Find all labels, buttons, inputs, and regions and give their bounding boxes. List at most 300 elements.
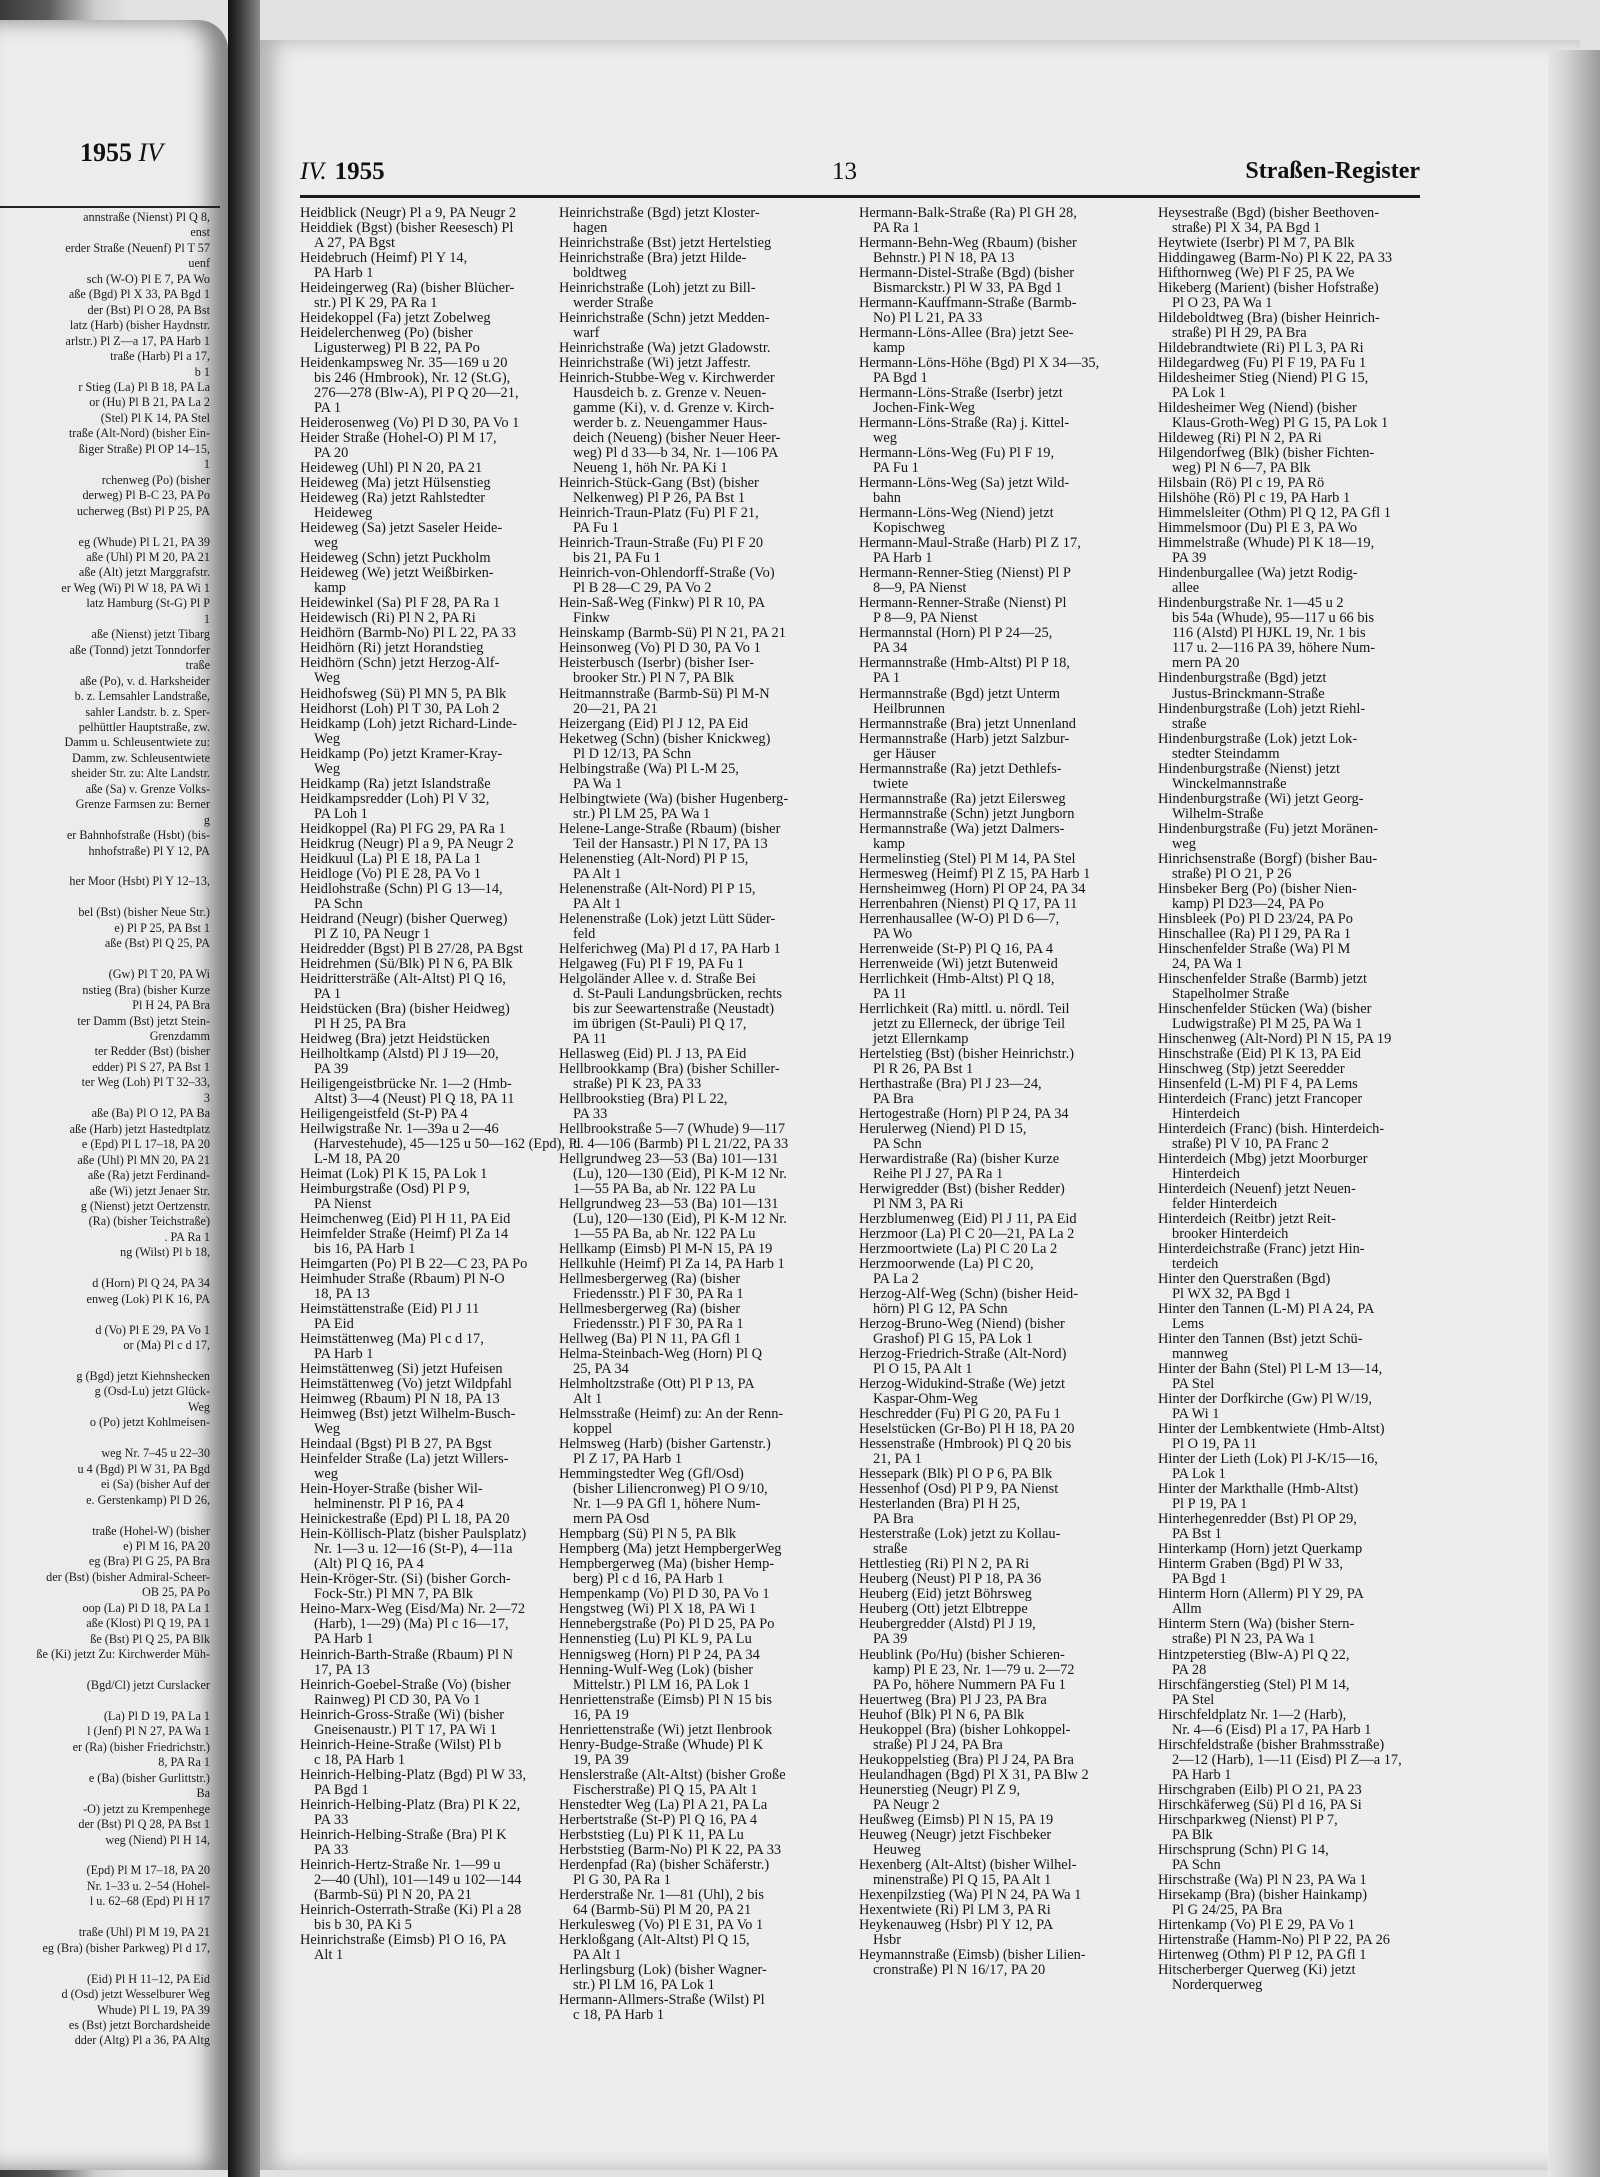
previous-page-line: bel (Bst) (bisher Neue Str.) bbox=[78, 905, 210, 920]
header-year: 1955 bbox=[334, 158, 385, 185]
register-entry-line: Pl G 30, PA Ra 1 bbox=[573, 1871, 671, 1888]
previous-page-line bbox=[0, 1508, 228, 1523]
register-entry-line: Hellasweg (Eid) Pl. J 13, PA Eid bbox=[559, 1045, 747, 1062]
register-entry-line: Heinrichstraße (Loh) jetzt zu Bill- bbox=[559, 280, 756, 297]
register-entry-line: Hirschstraße (Wa) Pl N 23, PA Wa 1 bbox=[1158, 1871, 1367, 1888]
page-edge bbox=[1548, 50, 1600, 2177]
register-entry-line: Hermannstraße (Bgd) jetzt Unterm bbox=[859, 685, 1060, 702]
register-entry-line: Heinrich-Gross-Straße (Wi) (bisher bbox=[300, 1706, 505, 1723]
register-entry-line: Hein-Saß-Weg (Finkw) Pl R 10, PA bbox=[559, 595, 766, 612]
register-entry-line: Hiddingaweg (Barm-No) Pl K 22, PA 33 bbox=[1158, 250, 1393, 267]
header-roman: IV. bbox=[300, 158, 327, 185]
previous-page-line: hnhofstraße) Pl Y 12, PA bbox=[88, 843, 210, 858]
register-entry-line: Pl P 19, PA 1 bbox=[1172, 1496, 1248, 1513]
register-entry-line: Nr. 4—6 (Eisd) Pl a 17, PA Harb 1 bbox=[1172, 1721, 1372, 1738]
register-entry-line: deich (Neueng) (bisher Neuer Heer- bbox=[573, 430, 781, 447]
register-entry-line: Wilhelm-Straße bbox=[1172, 805, 1264, 822]
register-entry-line: PA Alt 1 bbox=[573, 865, 622, 882]
register-entry-line: Herwigredder (Bst) (bisher Redder) bbox=[859, 1181, 1065, 1198]
register-entry-line: Henstedter Weg (La) Pl A 21, PA La bbox=[559, 1796, 768, 1813]
register-entry-line: (Alt) Pl Q 16, PA 4 bbox=[314, 1556, 424, 1573]
register-entry-line: Hilsbain (Rö) Pl c 19, PA Rö bbox=[1158, 475, 1325, 492]
register-entry-line: Heinrich-Osterrath-Straße (Ki) Pl a 28 bbox=[300, 1901, 522, 1918]
previous-page-line: aße (Ra) jetzt Ferdinand- bbox=[87, 1168, 210, 1183]
register-entry-line: Heitmannstraße (Barmb-Sü) Pl M-N bbox=[559, 685, 770, 702]
register-entry-line: Heimgarten (Po) Pl B 22—C 23, PA Po bbox=[300, 1256, 528, 1273]
register-entry-line: Hellweg (Ba) Pl N 11, PA Gfl 1 bbox=[559, 1331, 742, 1348]
register-entry-line: PA Schn bbox=[314, 895, 363, 912]
previous-page-rule bbox=[0, 206, 220, 208]
previous-page-line: latz (Harb) (bisher Haydnstr. bbox=[69, 318, 210, 333]
register-entry-line: Pl NM 3, PA Ri bbox=[873, 1196, 964, 1213]
previous-page-line: (Gw) Pl T 20, PA Wi bbox=[108, 967, 210, 982]
register-entry-line: Hinschenfelder Stücken (Wa) (bisher bbox=[1158, 1000, 1372, 1017]
register-entry-line: bis 54a (Whude), 95—117 u 66 bis bbox=[1172, 610, 1375, 627]
register-entry-line: Hirtenstraße (Hamm-No) Pl P 22, PA 26 bbox=[1158, 1931, 1390, 1948]
register-entry-line: Hennebergstraße (Po) Pl D 25, PA Po bbox=[559, 1616, 775, 1633]
register-entry-line: Hirschgraben (Eilb) Pl O 21, PA 23 bbox=[1158, 1781, 1362, 1798]
register-entry-line: werder b. z. Neuengammer Haus- bbox=[573, 415, 768, 432]
register-entry-line: Heußweg (Eimsb) Pl N 15, PA 19 bbox=[859, 1811, 1054, 1828]
register-entry-line: Hermannstraße (Ra) jetzt Eilersweg bbox=[859, 790, 1066, 807]
register-entry-line: PA 20 bbox=[314, 445, 349, 462]
register-entry-line: Hermann-Löns-Weg (Niend) jetzt bbox=[859, 505, 1054, 522]
previous-page-line: aße (Wi) jetzt Jenaer Str. bbox=[89, 1183, 210, 1198]
register-entry-line: Helmsweg (Harb) (bisher Gartenstr.) bbox=[559, 1436, 771, 1453]
register-entry-line: 2—40 (Uhl), 101—149 u 102—144 bbox=[314, 1871, 522, 1888]
register-entry-line: PA 28 bbox=[1172, 1661, 1207, 1678]
register-entry-line: Hinter der Dorfkirche (Gw) Pl W/19, bbox=[1158, 1391, 1372, 1408]
register-entry-line: Nr. 1—9 PA Gfl 1, höhere Num- bbox=[573, 1496, 761, 1513]
previous-page-line: arlstr.) Pl Z—a 17, PA Harb 1 bbox=[65, 333, 210, 348]
previous-page-line: der (Bst) Pl O 28, PA Bst bbox=[87, 302, 210, 317]
previous-page-line: eg (Bra) (bisher Parkweg) Pl d 17, bbox=[42, 1940, 210, 1955]
register-entry-line: Hinter den Querstraßen (Bgd) bbox=[1158, 1271, 1331, 1288]
register-column-3 bbox=[859, 206, 1148, 1978]
register-entry-line: cronstraße) Pl N 16/17, PA 20 bbox=[873, 1961, 1046, 1978]
register-entry-line: weg bbox=[314, 1466, 338, 1483]
register-entry-line: Heinrich-Traun-Platz (Fu) Pl F 21, bbox=[559, 505, 759, 522]
register-entry-line: Heidrehmen (Sü/Blk) Pl N 6, PA Blk bbox=[300, 955, 513, 972]
register-entry-line: Pl G 24/25, PA Bra bbox=[1172, 1901, 1283, 1918]
previous-page-line: Grenze Farmsen zu: Berner bbox=[75, 797, 210, 812]
register-entry-line: Hirschfeldplatz Nr. 1—2 (Harb), bbox=[1158, 1706, 1347, 1723]
register-entry-line: Heidkoppel (Ra) Pl FG 29, PA Ra 1 bbox=[300, 820, 506, 837]
register-entry-line: Heuhof (Blk) Pl N 6, PA Blk bbox=[859, 1706, 1025, 1723]
register-entry-line: Allm bbox=[1172, 1601, 1202, 1618]
register-entry-line: PA Lok 1 bbox=[1172, 385, 1226, 402]
register-entry-line: Herdenpfad (Ra) (bisher Schäferstr.) bbox=[559, 1856, 770, 1873]
previous-page-line: aße (Ba) Pl O 12, PA Ba bbox=[91, 1106, 210, 1121]
register-entry-line: Hempbarg (Sü) Pl N 5, PA Blk bbox=[559, 1526, 737, 1543]
register-entry-line: Hindenburgstraße (Fu) jetzt Moränen- bbox=[1158, 820, 1378, 837]
previous-page-line bbox=[0, 1663, 228, 1678]
register-entry-line: Teil der Hansastr.) Pl N 17, PA 13 bbox=[573, 835, 768, 852]
register-entry-line: boldtweg bbox=[573, 265, 627, 282]
register-entry-line: PA 34 bbox=[873, 640, 908, 657]
register-entry-line: Heimfelder Straße (Heimf) Pl Za 14 bbox=[300, 1226, 509, 1243]
register-entry-line: Hirtenkamp (Vo) Pl E 29, PA Vo 1 bbox=[1158, 1916, 1355, 1933]
register-entry-line: Heinrichstraße (Schn) jetzt Medden- bbox=[559, 310, 770, 327]
register-entry-line: Hirtenweg (Othm) Pl P 12, PA Gfl 1 bbox=[1158, 1946, 1367, 1963]
previous-page-line: 3 bbox=[203, 1090, 210, 1105]
previous-page-line: latz Hamburg (St-G) Pl P bbox=[86, 596, 210, 611]
register-entry-line: (Harb), 1—29) (Ma) Pl c 16—17, bbox=[314, 1616, 509, 1633]
register-entry-line: Heilwigstraße Nr. 1—39a u 2—46 bbox=[300, 1120, 499, 1137]
register-entry-line: Heinrich-Barth-Straße (Rbaum) Pl N bbox=[300, 1646, 514, 1663]
register-entry-line: ger Häuser bbox=[873, 745, 936, 762]
register-entry-line: Pl Z 10, PA Neugr 1 bbox=[314, 925, 431, 942]
register-entry-line: Heino-Marx-Weg (Eisd/Ma) Nr. 2—72 bbox=[300, 1601, 526, 1618]
register-entry-line: Hermann-Löns-Allee (Bra) jetzt See- bbox=[859, 325, 1074, 342]
register-entry-line: Heuweg (Neugr) jetzt Fischbeker bbox=[859, 1826, 1052, 1843]
register-entry-line: bis b 30, PA Ki 5 bbox=[314, 1916, 412, 1933]
previous-page-line: ße (Ki) jetzt Zu: Kirchwerder Müh- bbox=[36, 1647, 210, 1662]
register-entry-line: Hildebrandtwiete (Ri) Pl L 3, PA Ri bbox=[1158, 340, 1364, 357]
register-entry-line: bis 21, PA Fu 1 bbox=[573, 550, 661, 567]
register-entry-line: Hermann-Renner-Straße (Nienst) Pl bbox=[859, 595, 1067, 612]
register-entry-line: Heysestraße (Bgd) (bisher Beethoven- bbox=[1158, 205, 1379, 221]
register-entry-line: Helenenstieg (Alt-Nord) Pl P 15, bbox=[559, 850, 749, 867]
register-entry-line: Heinrich-Heine-Straße (Wilst) Pl b bbox=[300, 1736, 502, 1753]
register-entry-line: Hermann-Renner-Stieg (Nienst) Pl P bbox=[859, 565, 1071, 582]
previous-page-line: g (Osd-Lu) jetzt Glück- bbox=[94, 1384, 210, 1399]
register-entry-line: Justus-Brinckmann-Straße bbox=[1172, 685, 1325, 702]
book-gutter bbox=[228, 0, 260, 2177]
previous-page-line: traße (Hohel-W) (bisher bbox=[92, 1523, 210, 1538]
register-entry-line: bis 16, PA Harb 1 bbox=[314, 1241, 416, 1258]
register-entry-line: Hindenburgstraße (Wi) jetzt Georg- bbox=[1158, 790, 1364, 807]
register-entry-line: werder Straße bbox=[573, 295, 654, 312]
previous-page-line: er (Ra) (bisher Friedrichstr.) bbox=[72, 1739, 210, 1754]
register-entry-line: Heidhörn (Ri) jetzt Horandstieg bbox=[300, 640, 484, 657]
register-entry-line: Hein-Hoyer-Straße (bisher Wil- bbox=[300, 1481, 483, 1498]
register-entry-line: Hellbrookstraße 5—7 (Whude) 9—117 bbox=[559, 1120, 786, 1137]
register-entry-line: PA Bgd 1 bbox=[873, 370, 928, 387]
register-entry-line: Alt 1 bbox=[314, 1946, 344, 1963]
register-entry-line: Henning-Wulf-Weg (Lok) (bisher bbox=[559, 1661, 754, 1678]
previous-page-year: 1955 bbox=[80, 138, 132, 167]
register-entry-line: Himmelsmoor (Du) Pl E 3, PA Wo bbox=[1158, 520, 1358, 537]
register-entry-line: Lems bbox=[1172, 1316, 1204, 1333]
register-entry-line: Hermannstal (Horn) Pl P 24—25, bbox=[859, 625, 1053, 642]
register-entry-line: Mittelstr.) Pl LM 16, PA Lok 1 bbox=[573, 1676, 750, 1693]
register-entry-line: Heideingerweg (Ra) (bisher Blücher- bbox=[300, 280, 515, 297]
register-entry-line: (Barmb-Sü) Pl N 20, PA 21 bbox=[314, 1886, 472, 1903]
register-entry-line: PA Bra bbox=[873, 1090, 914, 1107]
register-entry-line: Hinterhegenredder (Bst) Pl OP 29, bbox=[1158, 1511, 1357, 1528]
register-entry-line: c 18, PA Harb 1 bbox=[314, 1751, 406, 1768]
previous-page-line: aße (Uhl) Pl MN 20, PA 21 bbox=[77, 1152, 210, 1167]
register-entry-line: 17, PA 13 bbox=[314, 1661, 370, 1678]
register-entry-line: 116 (Alstd) Pl HJKL 19, Nr. 1 bis bbox=[1172, 625, 1366, 642]
register-entry-line: hörn) Pl G 12, PA Schn bbox=[873, 1301, 1008, 1318]
previous-page-roman: IV bbox=[138, 138, 164, 167]
register-entry-line: Heideweg (Ra) jetzt Rahlstedter bbox=[300, 490, 486, 507]
header-rule bbox=[300, 195, 1420, 198]
register-entry-line: Helgoländer Allee v. d. Straße Bei bbox=[559, 970, 756, 987]
register-entry-line: Hinterm Horn (Allerm) Pl Y 29, PA bbox=[1158, 1586, 1364, 1603]
register-entry-line: straße) Pl H 29, PA Bra bbox=[1172, 325, 1307, 342]
register-entry-line: Hinter der Lieth (Lok) Pl J-K/15—16, bbox=[1158, 1451, 1378, 1468]
register-entry-line: 64 (Barmb-Sü) Pl M 20, PA 21 bbox=[573, 1901, 752, 1918]
register-entry-line: Hilgendorfweg (Blk) (bisher Fichten- bbox=[1158, 445, 1375, 462]
register-entry-line: Heimstättenweg (Vo) jetzt Wildpfahl bbox=[300, 1376, 512, 1393]
register-entry-line: Pl O 23, PA Wa 1 bbox=[1172, 295, 1273, 312]
register-entry-line: Heubergredder (Alstd) Pl J 19, bbox=[859, 1616, 1036, 1633]
register-entry-line: Hertogestraße (Horn) Pl P 24, PA 34 bbox=[859, 1105, 1069, 1122]
previous-page-line: annstraße (Nienst) Pl Q 8, bbox=[83, 210, 210, 224]
previous-page-line: eg (Whude) Pl L 21, PA 39 bbox=[78, 534, 210, 549]
register-entry-line: Hindenburgstraße (Lok) jetzt Lok- bbox=[1158, 730, 1358, 747]
previous-page-line: traße (Harb) Pl a 17, bbox=[110, 349, 210, 364]
previous-page-line: or (Hu) Pl B 21, PA La 2 bbox=[89, 395, 210, 410]
register-entry-line: Reihe Pl J 27, PA Ra 1 bbox=[873, 1166, 1004, 1182]
register-entry-line: PA Ra 1 bbox=[873, 220, 920, 237]
register-entry-line: PA Bst 1 bbox=[1172, 1526, 1222, 1543]
register-entry-line: Himmelsleiter (Othm) Pl Q 12, PA Gfl 1 bbox=[1158, 505, 1391, 522]
previous-page-line: dder (Altg) Pl a 36, PA Altg bbox=[74, 2033, 210, 2048]
register-entry-line: Hifthornweg (We) Pl F 25, PA We bbox=[1158, 265, 1355, 282]
register-entry-line: PA Harb 1 bbox=[1172, 1766, 1232, 1783]
register-entry-line: Heidekoppel (Fa) jetzt Zobelweg bbox=[300, 310, 491, 327]
previous-page-line: (Ra) (bisher Teichstraße) bbox=[88, 1214, 210, 1229]
register-entry-line: Heinrich-Helbing-Platz (Bgd) Pl W 33, bbox=[300, 1766, 527, 1783]
register-entry-line: jetzt zu Ellerneck, der übrige Teil bbox=[873, 1015, 1066, 1032]
register-entry-line: Heider Straße (Hohel-O) Pl M 17, bbox=[300, 430, 497, 447]
register-entry-line: Heinrich-Traun-Straße (Fu) Pl F 20 bbox=[559, 535, 764, 552]
register-entry-line: Heinrich-Helbing-Straße (Bra) Pl K bbox=[300, 1826, 507, 1843]
register-entry-line: Ligusterweg) Pl B 22, PA Po bbox=[314, 340, 480, 357]
register-entry-line: Winckelmannstraße bbox=[1172, 775, 1287, 792]
register-entry-line: Hinterm Graben (Bgd) Pl W 33, bbox=[1158, 1556, 1343, 1573]
register-entry-line: Hindenburgstraße (Loh) jetzt Riehl- bbox=[1158, 700, 1366, 717]
previous-page-line: 8, PA Ra 1 bbox=[158, 1755, 210, 1770]
register-entry-line: jetzt Ellernkamp bbox=[873, 1030, 969, 1047]
register-entry-line: Heidenkampsweg Nr. 35—169 u 20 bbox=[300, 355, 508, 372]
register-entry-line: Heinrichstraße (Bra) jetzt Hilde- bbox=[559, 250, 747, 267]
register-entry-line: Heinfelder Straße (La) jetzt Willers- bbox=[300, 1451, 509, 1468]
register-entry-line: PA Po, höhere Nummern PA Fu 1 bbox=[873, 1676, 1066, 1693]
register-entry-line: Hermann-Allmers-Straße (Wilst) Pl bbox=[559, 1991, 765, 2008]
register-entry-line: Hinterdeich bbox=[1172, 1166, 1240, 1182]
register-entry-line: Heuweg bbox=[873, 1841, 921, 1858]
previous-page-line: g (Nienst) jetzt Oertzenstr. bbox=[80, 1199, 210, 1213]
register-entry-line: (Lu), 120—130 (Eid), Pl K-M 12 Nr. bbox=[573, 1166, 787, 1182]
register-entry-line: (bisher Liliencronweg) Pl O 9/10, bbox=[573, 1481, 768, 1498]
register-entry-line: Heidebruch (Heimf) Pl Y 14, bbox=[300, 250, 468, 267]
previous-page-line: e) Pl M 16, PA 20 bbox=[123, 1538, 210, 1553]
register-entry-line: Hindenburgstraße (Nienst) jetzt bbox=[1158, 760, 1340, 777]
register-entry-line: kamp bbox=[314, 580, 346, 597]
register-entry-line: Herzog-Bruno-Weg (Niend) (bisher bbox=[859, 1316, 1065, 1333]
register-entry-line: PA Alt 1 bbox=[573, 1946, 622, 1963]
previous-page-line: weg Nr. 7–45 u 22–30 bbox=[101, 1446, 210, 1461]
register-entry-line: PA Bra bbox=[873, 1511, 914, 1528]
register-entry-line: Helenenstraße (Lok) jetzt Lütt Süder- bbox=[559, 910, 776, 927]
register-entry-line: brooker Str.) Pl N 7, PA Blk bbox=[573, 670, 734, 687]
register-entry-line: Herzog-Friedrich-Straße (Alt-Nord) bbox=[859, 1346, 1067, 1363]
previous-page-line: d (Vo) Pl E 29, PA Vo 1 bbox=[95, 1322, 210, 1337]
register-entry-line: PA Harb 1 bbox=[314, 265, 374, 282]
register-entry-line: Helgaweg (Fu) Pl F 19, PA Fu 1 bbox=[559, 955, 744, 972]
register-entry-line: weg bbox=[1172, 835, 1196, 852]
register-entry-line: Hexenberg (Alt-Altst) (bisher Wilhel- bbox=[859, 1856, 1077, 1873]
register-entry-line: c 18, PA Harb 1 bbox=[573, 2006, 665, 2023]
register-entry-line: Hikeberg (Marient) (bisher Hofstraße) bbox=[1158, 280, 1379, 297]
register-entry-line: Klaus-Groth-Weg) Pl G 15, PA Lok 1 bbox=[1172, 415, 1389, 432]
previous-page bbox=[0, 20, 228, 2170]
register-entry-line: Nr. 1—3 u. 12—16 (St-P), 4—11a bbox=[314, 1541, 513, 1558]
register-entry-line: Heunerstieg (Neugr) Pl Z 9, bbox=[859, 1781, 1021, 1798]
register-entry-line: Heidewisch (Ri) Pl N 2, PA Ri bbox=[300, 610, 476, 627]
register-entry-line: Hermannstraße (Harb) jetzt Salzbur- bbox=[859, 730, 1070, 747]
register-entry-line: Herrenhausallee (W-O) Pl D 6—7, bbox=[859, 910, 1060, 927]
register-entry-line: Hindenburgstraße Nr. 1—45 u 2 bbox=[1158, 595, 1344, 612]
previous-page-line: 1 bbox=[203, 457, 210, 472]
previous-page-column bbox=[0, 210, 228, 2049]
register-entry-line: PA Harb 1 bbox=[873, 550, 933, 567]
register-entry-line: Hermann-Löns-Höhe (Bgd) Pl X 34—35, bbox=[859, 355, 1100, 372]
register-entry-line: Heinrich-Stubbe-Weg v. Kirchwerder bbox=[559, 370, 775, 387]
register-entry-line: 18, PA 13 bbox=[314, 1286, 370, 1303]
register-entry-line: Hennenstieg (Lu) Pl KL 9, PA Lu bbox=[559, 1631, 752, 1648]
register-entry-line: Helferichweg (Ma) Pl d 17, PA Harb 1 bbox=[559, 940, 781, 957]
register-entry-line: Heidrittersträße (Alt-Altst) Pl Q 16, bbox=[300, 970, 506, 987]
register-entry-line: 16, PA 19 bbox=[573, 1706, 629, 1723]
register-entry-line: Altst) 3—4 (Neust) Pl Q 18, PA 11 bbox=[314, 1090, 515, 1107]
previous-page-line bbox=[0, 1431, 228, 1446]
register-entry-line: Hernsheimweg (Horn) Pl OP 24, PA 34 bbox=[859, 880, 1086, 897]
register-entry-line: Herkulesweg (Vo) Pl E 31, PA Vo 1 bbox=[559, 1916, 764, 1933]
register-entry-line: twiete bbox=[873, 775, 909, 792]
previous-page-line: uenf bbox=[188, 256, 210, 271]
register-entry-line: Hildegardweg (Fu) Pl F 19, PA Fu 1 bbox=[1158, 355, 1367, 372]
previous-page-line: l u. 62–68 (Epd) Pl H 17 bbox=[89, 1894, 210, 1909]
register-entry-line: Heimweg (Bst) jetzt Wilhelm-Busch- bbox=[300, 1406, 516, 1423]
register-entry-line: koppel bbox=[573, 1421, 613, 1438]
register-entry-line: Pl WX 32, PA Bgd 1 bbox=[1172, 1286, 1292, 1303]
register-entry-line: Hempenkamp (Vo) Pl D 30, PA Vo 1 bbox=[559, 1586, 770, 1603]
register-entry-line: Heimweg (Rbaum) Pl N 18, PA 13 bbox=[300, 1391, 500, 1408]
register-entry-line: Herbststieg (Lu) Pl K 11, PA Lu bbox=[559, 1826, 744, 1843]
register-entry-line: Heidewinkel (Sa) Pl F 28, PA Ra 1 bbox=[300, 595, 501, 612]
register-entry-line: Heukoppelstieg (Bra) Pl J 24, PA Bra bbox=[859, 1751, 1074, 1768]
register-entry-line: Heidweg (Bra) jetzt Heidstücken bbox=[300, 1030, 490, 1047]
page-number: 13 bbox=[832, 158, 857, 185]
register-entry-line: Hinterkamp (Horn) jetzt Querkamp bbox=[1158, 1541, 1363, 1558]
register-entry-line: Hermann-Balk-Straße (Ra) Pl GH 28, bbox=[859, 205, 1077, 221]
register-entry-line: Finkw bbox=[573, 610, 610, 627]
previous-page-line: u 4 (Bgd) Pl W 31, PA Bgd bbox=[77, 1461, 210, 1476]
register-entry-line: Hermannstraße (Wa) jetzt Dalmers- bbox=[859, 820, 1065, 837]
register-entry-line: Hein-Köllisch-Platz (bisher Paulsplatz) bbox=[300, 1526, 527, 1543]
previous-page-line: edder) Pl S 27, PA Bst 1 bbox=[92, 1059, 210, 1074]
register-entry-line: Friedensstr.) Pl F 30, PA Ra 1 bbox=[573, 1316, 744, 1333]
register-entry-line: A 27, PA Bgst bbox=[314, 235, 396, 252]
register-entry-line: Heuberg (Neust) Pl P 18, PA 36 bbox=[859, 1571, 1042, 1588]
register-entry-line: Henry-Budge-Straße (Whude) Pl K bbox=[559, 1736, 764, 1753]
register-entry-line: Hermann-Behn-Weg (Rbaum) (bisher bbox=[859, 235, 1077, 252]
register-entry-line: Hellmesbergerweg (Ra) (bisher bbox=[559, 1301, 741, 1318]
register-entry-line: PA Schn bbox=[873, 1135, 922, 1152]
register-entry-line: bis zur Seewartenstraße (Neustadt) bbox=[573, 1000, 774, 1017]
register-column-4 bbox=[1158, 206, 1420, 1993]
previous-page-line: es (Bst) jetzt Borchardsheide bbox=[68, 2018, 210, 2033]
previous-page-line: e (Ba) (bisher Gurlittstr.) bbox=[88, 1770, 210, 1785]
register-entry-line: Herrlichkeit (Ra) mittl. u. nördl. Teil bbox=[859, 1000, 1070, 1017]
register-entry-line: PA Schn bbox=[1172, 1856, 1221, 1873]
register-entry-line: Hilshöhe (Rö) Pl c 19, PA Harb 1 bbox=[1158, 490, 1351, 507]
register-entry-line: Heidrand (Neugr) (bisher Querweg) bbox=[300, 910, 508, 927]
register-entry-line: 276—278 (Blw-A), Pl P Q 20—21, bbox=[314, 385, 519, 402]
register-entry-line: Pl B 28—C 29, PA Vo 2 bbox=[573, 580, 712, 597]
register-entry-line: Hermannstraße (Ra) jetzt Dethlefs- bbox=[859, 760, 1062, 777]
register-entry-line: Himmelstraße (Whude) Pl K 18—19, bbox=[1158, 535, 1375, 552]
previous-page-line bbox=[0, 859, 228, 874]
previous-page-line: ter Damm (Bst) jetzt Stein- bbox=[77, 1013, 210, 1028]
register-entry-line: Herzmoortwiete (La) Pl C 20 La 2 bbox=[859, 1241, 1058, 1258]
previous-page-line bbox=[0, 890, 228, 905]
previous-page-line: (La) Pl D 19, PA La 1 bbox=[103, 1708, 210, 1723]
register-entry-line: Heideweg bbox=[314, 505, 373, 522]
previous-page-line: ng (Wilst) Pl b 18, bbox=[120, 1245, 210, 1260]
register-entry-line: Hinterdeich (Neuenf) jetzt Neuen- bbox=[1158, 1181, 1356, 1198]
register-entry-line: bahn bbox=[873, 490, 901, 507]
register-entry-line: PA Neugr 2 bbox=[873, 1796, 940, 1813]
register-entry-line: Heidstücken (Bra) (bisher Heidweg) bbox=[300, 1000, 510, 1017]
register-entry-line: Heinsonweg (Vo) Pl D 30, PA Vo 1 bbox=[559, 640, 761, 657]
register-entry-line: Weg bbox=[314, 730, 341, 747]
previous-page-line: e (Epd) Pl L 17–18, PA 20 bbox=[81, 1137, 210, 1152]
register-entry-line: Heinrichstraße (Bst) jetzt Hertelstieg bbox=[559, 235, 772, 252]
register-entry-line: Hinschweg (Stp) jetzt Seeredder bbox=[1158, 1060, 1345, 1077]
register-entry-line: PA 11 bbox=[573, 1030, 607, 1047]
register-entry-line: (Lu), 120—130 (Eid), Pl K-M 12 Nr. bbox=[573, 1211, 787, 1228]
register-entry-line: Hinschenfelder Straße (Barmb) jetzt bbox=[1158, 970, 1367, 987]
previous-page-header bbox=[80, 138, 163, 168]
register-entry-line: Hermelinstieg (Stel) Pl M 14, PA Stel bbox=[859, 850, 1076, 867]
register-entry-line: Heinrich-von-Ohlendorff-Straße (Vo) bbox=[559, 565, 775, 582]
register-entry-line: Hirschfeldstraße (bisher Brahmsstraße) bbox=[1158, 1736, 1385, 1753]
register-entry-line: Hengstweg (Wi) Pl X 18, PA Wi 1 bbox=[559, 1601, 757, 1618]
register-entry-line: berg) Pl c d 16, PA Harb 1 bbox=[573, 1571, 725, 1588]
register-entry-line: Hertelstieg (Bst) (bisher Heinrichstr.) bbox=[859, 1045, 1075, 1062]
register-entry-line: PA Wa 1 bbox=[573, 775, 623, 792]
previous-page-line: Damm u. Schleusentwiete zu: bbox=[64, 735, 210, 750]
register-entry-line: PA Fu 1 bbox=[873, 460, 919, 477]
register-entry-line: Hindenburgallee (Wa) jetzt Rodig- bbox=[1158, 565, 1358, 582]
register-entry-line: str.) Pl LM 25, PA Wa 1 bbox=[573, 805, 711, 822]
register-entry-line: Hirschkäferweg (Sü) Pl d 16, PA Si bbox=[1158, 1796, 1362, 1813]
register-entry-line: Heiligengeistbrücke Nr. 1—2 (Hmb- bbox=[300, 1075, 512, 1092]
previous-page-line: Ba bbox=[196, 1786, 210, 1801]
register-entry-line: Heidkamp (Loh) jetzt Richard-Linde- bbox=[300, 715, 517, 732]
register-entry-line: Hsbr bbox=[873, 1931, 901, 1948]
register-entry-line: Heidkamp (Ra) jetzt Islandstraße bbox=[300, 775, 491, 792]
register-entry-line: Heinskamp (Barmb-Sü) Pl N 21, PA 21 bbox=[559, 625, 786, 642]
previous-page-line bbox=[0, 1307, 228, 1322]
register-entry-line: No) Pl L 21, PA 33 bbox=[873, 310, 983, 327]
register-entry-line: d. St-Pauli Landungsbrücken, rechts bbox=[573, 985, 783, 1002]
previous-page-line: nstieg (Bra) (bisher Kurze bbox=[82, 982, 210, 997]
register-entry-line: Hermesweg (Heimf) Pl Z 15, PA Harb 1 bbox=[859, 865, 1091, 882]
previous-page-line: sheider Str. zu: Alte Landstr. bbox=[71, 766, 210, 781]
register-entry-line: allee bbox=[1172, 580, 1200, 597]
register-entry-line: Heinrichstraße (Eimsb) Pl O 16, PA bbox=[300, 1931, 507, 1948]
register-entry-line: mern PA 20 bbox=[1172, 655, 1240, 672]
previous-page-line: sahler Landstr. b. z. Sper- bbox=[85, 704, 210, 719]
